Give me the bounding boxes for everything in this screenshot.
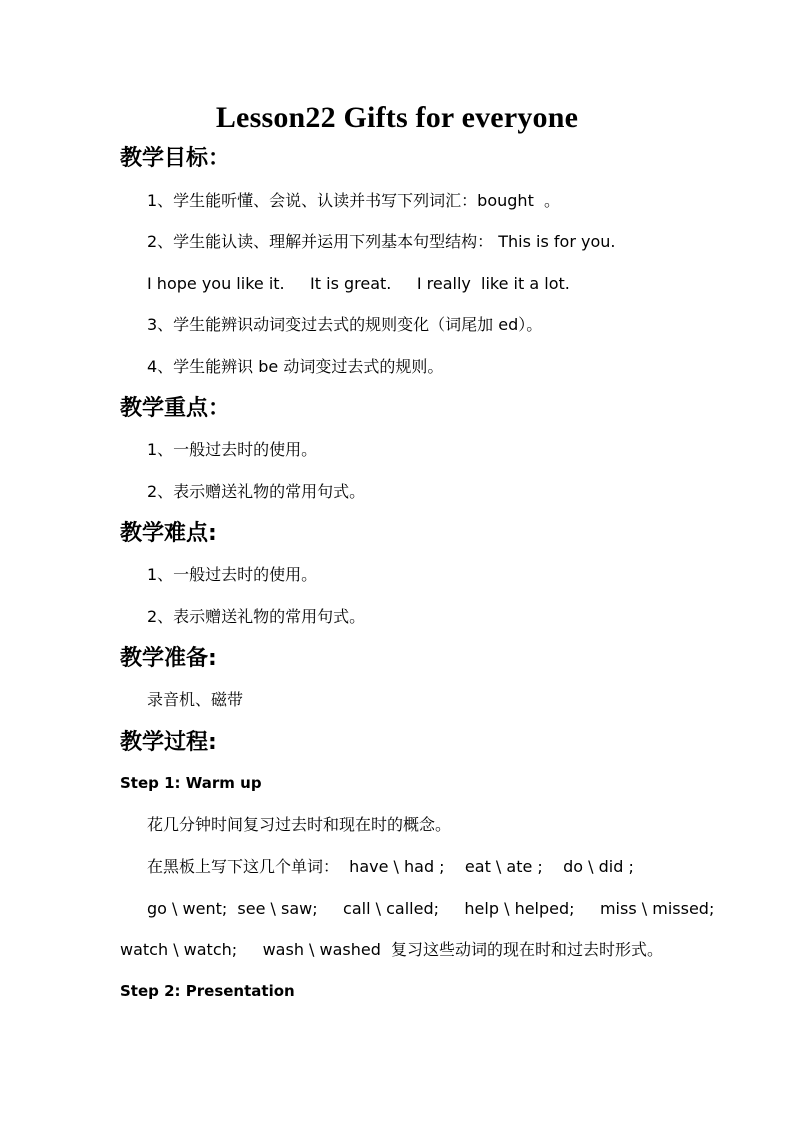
difficulties-heading: 教学难点: (120, 521, 217, 546)
step-1-line-3: go \ went; see \ saw; call \ called; help \ helped; miss \ missed; (147, 899, 715, 918)
objective-item-2-continued: I hope you like it. It is great. I really like it a lot. (147, 274, 570, 293)
step-1-line-2: 在黑板上写下这几个单词： have \ had ; eat \ ate ; do \ did ; (147, 857, 634, 876)
key-point-item-2: 2、表示赠送礼物的常用句式。 (147, 482, 366, 501)
difficulty-item-1: 1、一般过去时的使用。 (147, 565, 318, 584)
step-1-title: Step 1: Warm up (120, 774, 262, 792)
step-1-line-4: watch \ watch; wash \ washed 复习这些动词的现在时和过去时形式。 (120, 940, 664, 959)
step-2-title: Step 2: Presentation (120, 982, 295, 1000)
difficulty-item-2: 2、表示赠送礼物的常用句式。 (147, 607, 366, 626)
objective-item-1: 1、学生能听懂、会说、认读并书写下列词汇：bought 。 (147, 191, 561, 210)
lesson-title: Lesson22 Gifts for everyone (215, 101, 579, 134)
preparation-item-1: 录音机、磁带 (147, 690, 244, 709)
objective-item-3: 3、学生能辨识动词变过去式的规则变化（词尾加 ed）。 (147, 315, 543, 334)
objective-item-4: 4、学生能辨识 be 动词变过去式的规则。 (147, 357, 444, 376)
objectives-heading: 教学目标： (120, 146, 231, 171)
preparation-heading: 教学准备: (120, 646, 217, 671)
objective-item-2: 2、学生能认读、理解并运用下列基本句型结构： This is for you. (147, 232, 616, 251)
process-heading: 教学过程: (120, 730, 217, 755)
key-points-heading: 教学重点： (120, 396, 231, 421)
step-1-line-1: 花几分钟时间复习过去时和现在时的概念。 (147, 815, 452, 834)
key-point-item-1: 1、一般过去时的使用。 (147, 440, 318, 459)
